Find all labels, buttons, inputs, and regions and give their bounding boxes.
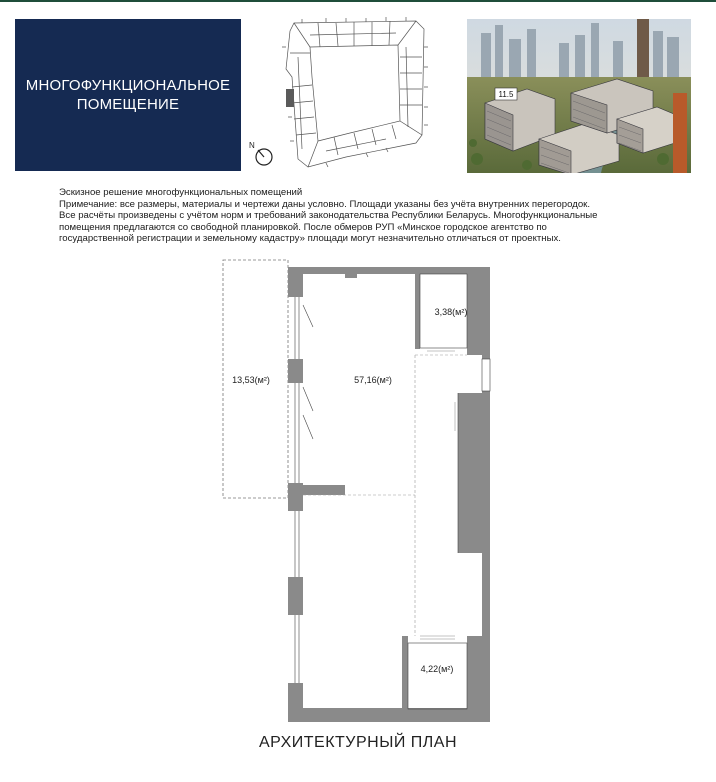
plan-caption: АРХИТЕКТУРНЫЙ ПЛАН [258,734,458,751]
note-heading: Эскизное решение многофункциональных помещений [59,187,303,198]
compass-icon [256,149,272,165]
main-hall-area-label: 57,16(м²) [354,375,392,385]
storage-area-label: 3,38(м²) [434,307,468,317]
note-line: Все расчёты произведены с учётом норм и требований законодательства Республики Беларусь. Многофункциональные [59,210,598,222]
terrace-area-label: 13,53(м²) [232,375,270,385]
page-title: МНОГОФУНКЦИОНАЛЬНОЕ ПОМЕЩЕНИЕ [25,77,231,113]
title-banner [15,19,241,171]
key-plan [246,17,452,173]
aerial-render [467,19,691,173]
floor-plan [215,255,500,722]
compass-label: N [249,141,255,150]
note-block [59,187,669,245]
building-label: 11.5 [498,90,514,99]
note-line: государственной регистрации и земельному кадастру» площади могут незначительно отличаться от проектных. [59,233,561,245]
top-accent-line [0,0,716,2]
wc-area-label: 4,22(м²) [420,664,454,674]
note-line: Примечание: все размеры, материалы и чертежи даны условно. Площади указаны без учёта внутренних перегородок. [59,198,591,210]
note-line: помещения предлагаются со свободной планировкой. После обмеров РУП «Минское городское агентство по [59,221,547,233]
highlighted-unit [286,89,294,107]
walls [288,267,490,722]
